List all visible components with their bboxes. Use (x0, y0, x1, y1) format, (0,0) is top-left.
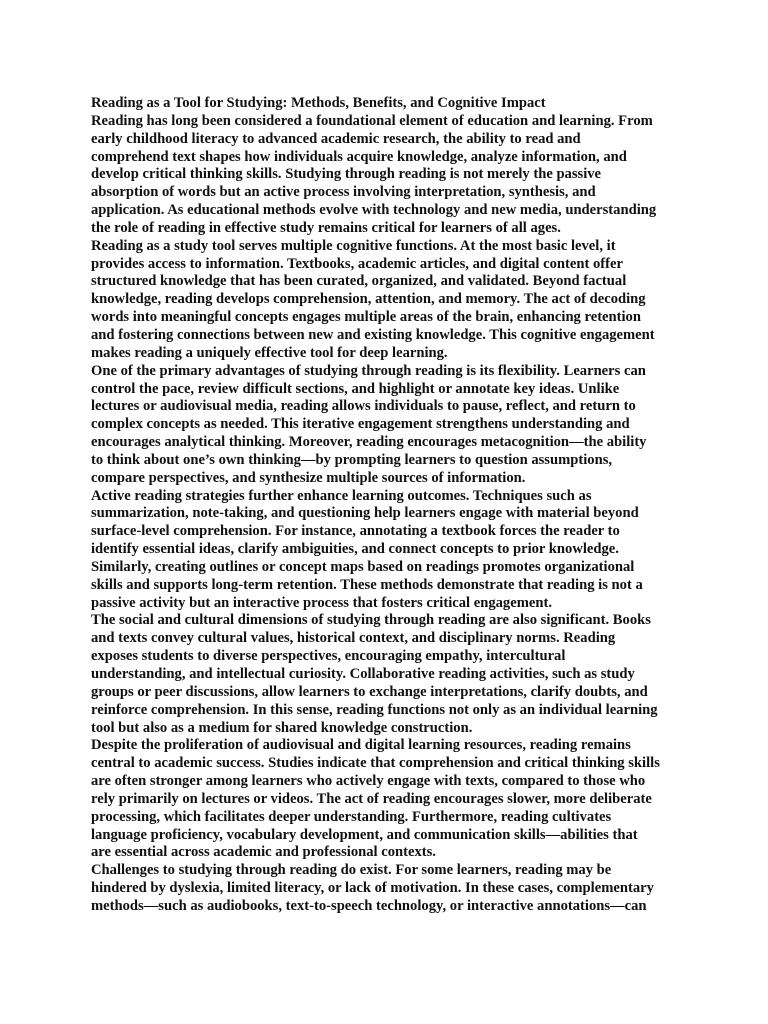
text-line: complex concepts as needed. This iterative engagement strengthens understanding and (91, 416, 630, 433)
text-line: and texts convey cultural values, historical context, and disciplinary norms. Reading (91, 630, 616, 647)
paragraph (91, 113, 681, 238)
text-line: encourages analytical thinking. Moreover, reading encourages metacognition—the ability (91, 434, 647, 451)
text-line: language proficiency, vocabulary development, and communication skills—abilities that (91, 826, 638, 843)
text-line: groups or peer discussions, allow learners to exchange interpretations, clarify doubts, and (91, 683, 648, 700)
text-line: The social and cultural dimensions of studying through reading are also significant. Books (91, 612, 651, 629)
text-line: surface-level comprehension. For instance, annotating a textbook forces the reader to (91, 523, 620, 540)
paragraph (91, 363, 681, 488)
text-line: summarization, note-taking, and questioning help learners engage with material beyond (91, 505, 639, 522)
text-line: control the pace, review difficult sections, and highlight or annotate key ideas. Unlike (91, 380, 620, 397)
text-line: passive activity but an interactive process that fosters critical engagement. (91, 594, 552, 611)
text-line: compare perspectives, and synthesize multiple sources of information. (91, 469, 526, 486)
text-line: skills and supports long-term retention. These methods demonstrate that reading is not a (91, 576, 643, 593)
text-line: develop critical thinking skills. Studying through reading is not merely the passive (91, 166, 602, 183)
text-line: early childhood literacy to advanced academic research, the ability to read and (91, 130, 581, 147)
text-line: understanding, and intellectual curiosity. Collaborative reading activities, such as study (91, 666, 635, 682)
text-line: words into meaningful concepts engages multiple areas of the brain, enhancing retention (91, 309, 641, 326)
text-line: Active reading strategies further enhance learning outcomes. Techniques such as (91, 487, 592, 504)
text-line: absorption of words but an active process involving interpretation, synthesis, and (91, 184, 596, 201)
text-line: the role of reading in effective study remains critical for learners of all ages. (91, 219, 561, 236)
text-line: Reading has long been considered a foundational element of education and learning. From (91, 112, 653, 129)
document-page (91, 95, 681, 916)
text-line: Challenges to studying through reading do exist. For some learners, reading may be (91, 862, 612, 879)
text-line: and fostering connections between new and existing knowledge. This cognitive engagement (91, 326, 655, 343)
text-line: reinforce comprehension. In this sense, reading functions not only as an individual learning (91, 701, 658, 718)
text-line: central to academic success. Studies indicate that comprehension and critical thinking skills (91, 755, 660, 772)
text-line: to think about one’s own thinking—by prompting learners to question assumptions, (91, 451, 613, 468)
text-line: structured knowledge that has been curated, organized, and validated. Beyond factual (91, 273, 627, 290)
text-line: Reading as a study tool serves multiple cognitive functions. At the most basic level, it (91, 237, 616, 254)
text-line: comprehend text shapes how individuals acquire knowledge, analyze information, and (91, 148, 627, 165)
text-line: Despite the proliferation of audiovisual and digital learning resources, reading remains (91, 737, 631, 754)
text-line: hindered by dyslexia, limited literacy, or lack of motivation. In these cases, complementary (91, 880, 654, 897)
text-line: are essential across academic and professional contexts. (91, 844, 436, 861)
text-line: makes reading a uniquely effective tool for deep learning. (91, 344, 448, 361)
text-line: rely primarily on lectures or videos. The act of reading encourages slower, more deliberate (91, 790, 652, 807)
text-line: One of the primary advantages of studying through reading is its flexibility. Learners can (91, 362, 646, 379)
text-line: provides access to information. Textbooks, academic articles, and digital content offer (91, 255, 623, 272)
paragraph (91, 737, 681, 862)
text-line: are often stronger among learners who actively engage with texts, compared to those who (91, 773, 646, 790)
paragraph (91, 238, 681, 363)
paragraph (91, 488, 681, 613)
paragraph (91, 862, 681, 916)
text-line: methods—such as audiobooks, text-to-speech technology, or interactive annotations—can (91, 897, 647, 914)
paragraph (91, 612, 681, 737)
text-line: lectures or audiovisual media, reading allows individuals to pause, reflect, and return to (91, 398, 636, 415)
text-line: tool but also as a medium for shared knowledge construction. (91, 719, 473, 736)
text-line: processing, which facilitates deeper understanding. Furthermore, reading cultivates (91, 808, 612, 825)
text-line: application. As educational methods evolve with technology and new media, understanding (91, 202, 657, 219)
text-line: Similarly, creating outlines or concept maps based on readings promotes organizational (91, 558, 635, 575)
text-line: knowledge, reading develops comprehension, attention, and memory. The act of decoding (91, 291, 646, 308)
document-body (91, 113, 681, 916)
text-line: exposes students to diverse perspectives, encouraging empathy, intercultural (91, 648, 566, 665)
text-line: identify essential ideas, clarify ambiguities, and connect concepts to prior knowledge. (91, 541, 619, 558)
document-title: Reading as a Tool for Studying: Methods, Benefits, and Cognitive Impact (91, 95, 546, 111)
